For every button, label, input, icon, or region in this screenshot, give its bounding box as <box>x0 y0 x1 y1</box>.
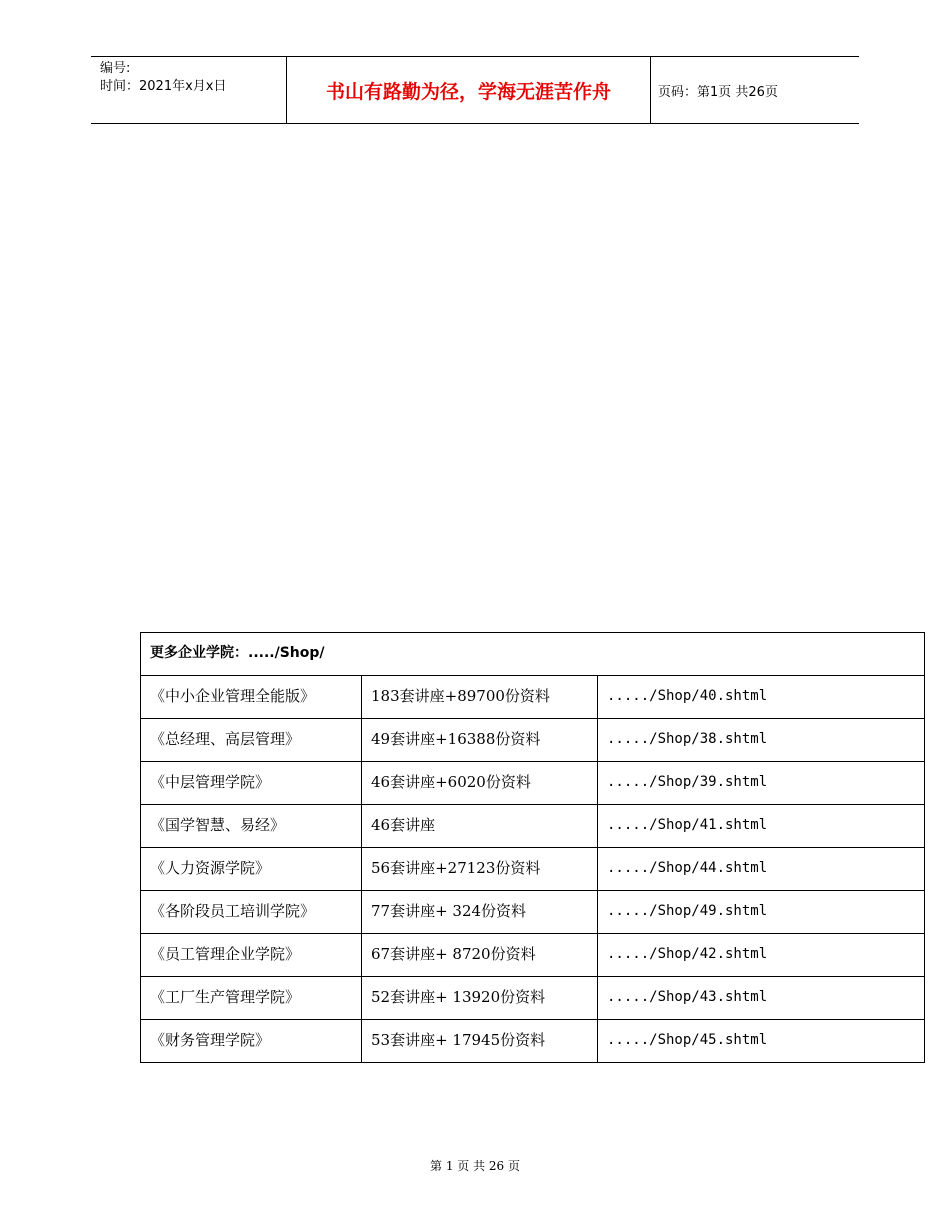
academy-link[interactable]: ...../Shop/49.shtml <box>598 891 925 934</box>
academy-content: 77套讲座+ 324份资料 <box>362 891 598 934</box>
academy-name: 《国学智慧、易经》 <box>141 805 362 848</box>
header-meta <box>91 57 286 123</box>
catalog-title-row <box>141 633 925 676</box>
catalog-title: 更多企业学院：...../Shop/ <box>141 633 925 676</box>
table-row <box>141 934 925 977</box>
academy-content: 49套讲座+16388份资料 <box>362 719 598 762</box>
academy-link[interactable]: ...../Shop/43.shtml <box>598 977 925 1020</box>
table-row <box>141 762 925 805</box>
academy-link[interactable]: ...../Shop/42.shtml <box>598 934 925 977</box>
academy-content: 53套讲座+ 17945份资料 <box>362 1020 598 1063</box>
academy-name: 《总经理、高层管理》 <box>141 719 362 762</box>
academy-content: 52套讲座+ 13920份资料 <box>362 977 598 1020</box>
academy-name: 《工厂生产管理学院》 <box>141 977 362 1020</box>
academy-link[interactable]: ...../Shop/41.shtml <box>598 805 925 848</box>
academy-content: 56套讲座+27123份资料 <box>362 848 598 891</box>
table-row <box>141 1020 925 1063</box>
academy-link[interactable]: ...../Shop/40.shtml <box>598 676 925 719</box>
academy-name: 《各阶段员工培训学院》 <box>141 891 362 934</box>
academy-content: 183套讲座+89700份资料 <box>362 676 598 719</box>
academy-content: 46套讲座 <box>362 805 598 848</box>
header-page-info-text: 页码：第1页 共26页 <box>658 84 778 100</box>
academy-content: 67套讲座+ 8720份资料 <box>362 934 598 977</box>
academy-content: 46套讲座+6020份资料 <box>362 762 598 805</box>
table-row <box>141 719 925 762</box>
academy-link[interactable]: ...../Shop/45.shtml <box>598 1020 925 1063</box>
table-row <box>141 805 925 848</box>
table-row <box>141 977 925 1020</box>
table-row <box>141 848 925 891</box>
academy-link[interactable]: ...../Shop/39.shtml <box>598 762 925 805</box>
page-header <box>91 56 859 124</box>
academy-name: 《中小企业管理全能版》 <box>141 676 362 719</box>
academy-name: 《财务管理学院》 <box>141 1020 362 1063</box>
academy-catalog-table <box>140 632 925 1063</box>
header-page-info <box>649 57 859 123</box>
page-footer: 第 1 页 共 26 页 <box>430 1159 520 1173</box>
document-time-label: 时间：2021年x月x日 <box>100 79 227 94</box>
table-row <box>141 891 925 934</box>
academy-name: 《中层管理学院》 <box>141 762 362 805</box>
document-number-label: 编号: <box>100 61 131 76</box>
table-row <box>141 676 925 719</box>
academy-link[interactable]: ...../Shop/38.shtml <box>598 719 925 762</box>
academy-name: 《员工管理企业学院》 <box>141 934 362 977</box>
academy-link[interactable]: ...../Shop/44.shtml <box>598 848 925 891</box>
academy-name: 《人力资源学院》 <box>141 848 362 891</box>
header-motto: 书山有路勤为径，学海无涯苦作舟 <box>286 57 651 123</box>
